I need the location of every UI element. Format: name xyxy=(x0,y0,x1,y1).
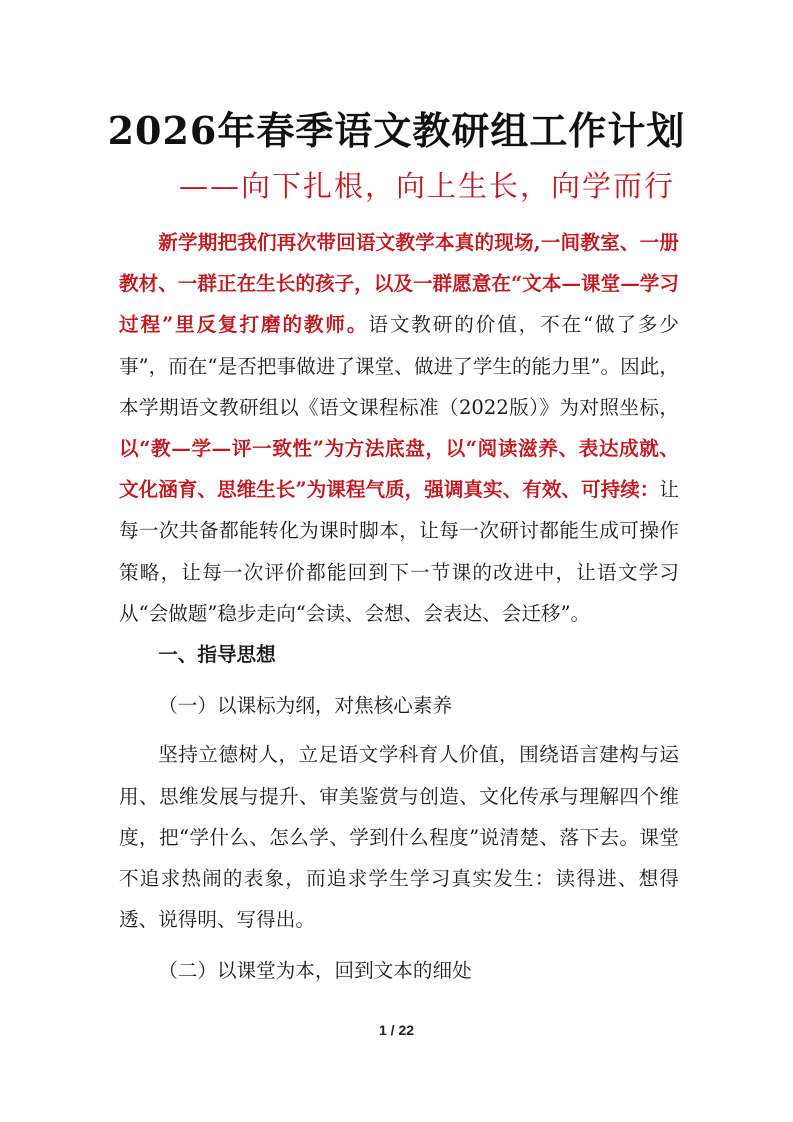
intro-text-2: 让每一次共备都能转化为课时脚本，让每一次研讨都能生成可操作策略，让每一次评价都能回到下一节课的改进中，让语文学习从“会做题”稳步走向“会读、会想、会表达、会迁移”。 xyxy=(119,478,679,625)
section-heading-guiding-thought: 一、指导思想 xyxy=(158,643,276,667)
subsection-heading-classroom: （二）以课堂为本，回到文本的细处 xyxy=(158,959,472,983)
intro-highlight-2: 以“教—学—评一致性”为方法底盘，以“阅读滋养、表达成就、文化涵育、思维生长”为课程气质，强调真实、有效、可持续： xyxy=(119,437,679,502)
subsection-heading-curriculum: （一）以课标为纲，对焦核心素养 xyxy=(158,694,453,718)
intro-lead-highlight: 新学期把我们再次带回语文教学本真的现场,一间教室、一册教材、一群正在生长的孩子，以及一群愿意在“文本—课堂—学习过程”里反复打磨的教师。 xyxy=(119,231,679,337)
intro-paragraph xyxy=(119,222,679,634)
document-subtitle: ——向下扎根，向上生长，向学而行 xyxy=(178,169,675,203)
subsection-paragraph-curriculum: 坚持立德树人，立足语文学科育人价值，围绕语言建构与运用、思维发展与提升、审美鉴赏与创造、文化传承与理解四个维度，把“学什么、怎么学、学到什么程度”说清楚、落下去。课堂不追求热闹的表象，而追求学生学习真实发生：读得进、想得透、说得明、写得出。 xyxy=(119,743,679,932)
document-body xyxy=(119,222,679,992)
page-number: 1 / 22 xyxy=(378,1022,415,1038)
document-title: 2026年春季语文教研组工作计划 xyxy=(107,108,686,153)
intro-text-1: 语文教研的价值，不在“做了多少事”，而在“是否把事做进了课堂、做进了学生的能力里”。因此，本学期语文教研组以《语文课程标准（2022版）》为对照坐标， xyxy=(119,313,679,419)
